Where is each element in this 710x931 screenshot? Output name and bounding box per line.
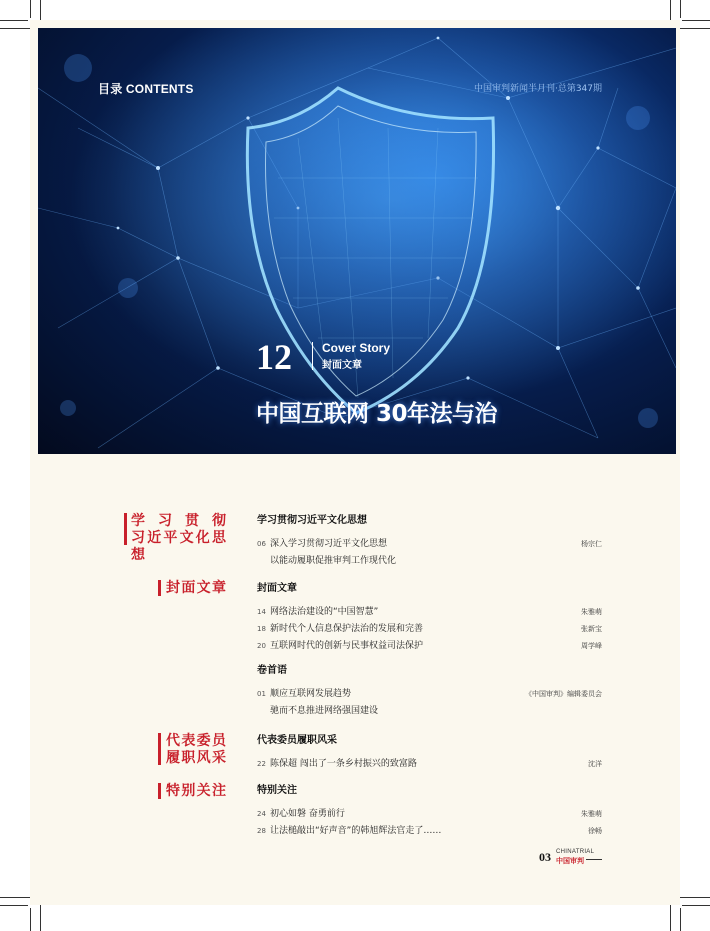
group-title: 学习贯彻习近平文化思想 (257, 515, 367, 526)
entry-title: 顺应互联网发展趋势 (270, 689, 352, 699)
entry-author: 张新宝 (581, 625, 602, 633)
toc-entry[interactable] (257, 536, 602, 553)
section-label-line: 履职风采 (166, 750, 226, 766)
crop-mark (682, 20, 710, 21)
section-label-line: 封面文章 (166, 580, 226, 596)
section-label-cover (166, 580, 226, 597)
entry-page: 24 (257, 810, 266, 818)
entry-title: 深入学习贯彻习近平文化思想 (270, 539, 388, 549)
entry-title: 以能动履职促推审判工作现代化 (270, 556, 397, 566)
toc-entry[interactable] (257, 703, 602, 720)
divider (312, 342, 313, 370)
entry-author: 朱雅萌 (581, 810, 602, 818)
page-number: 03 (539, 850, 551, 864)
toc-entry[interactable] (257, 604, 602, 621)
entry-title: 初心如磐 奋勇前行 (270, 809, 345, 819)
section-label-line: 特别关注 (166, 783, 226, 799)
entry-author: 《中国审判》编辑委员会 (525, 690, 602, 698)
entry-page: 01 (257, 690, 266, 698)
section-label-deputies (166, 733, 226, 767)
cover-story-label: Cover Story (322, 341, 391, 355)
toc-entry[interactable] (257, 806, 602, 823)
entry-title: 网络法治建设的“中国智慧” (270, 607, 379, 617)
section-label-culture (131, 513, 226, 564)
cover-page-number: 12 (256, 337, 292, 377)
crop-mark (30, 0, 31, 18)
entry-title: 驰而不息推进网络强国建设 (270, 706, 379, 716)
toc-group (257, 734, 602, 773)
toc-entry[interactable] (257, 823, 602, 840)
toc-entry[interactable] (257, 638, 602, 655)
toc-heading: 目录 CONTENTS (98, 82, 194, 96)
toc-entry[interactable] (257, 621, 602, 638)
magazine-logo-en: CHINATRIAL (556, 849, 595, 855)
magazine-logo-cn: 中国审判 (556, 857, 584, 865)
crop-mark (682, 905, 710, 906)
entry-page: 18 (257, 625, 266, 633)
crop-mark (0, 905, 28, 906)
entry-author: 徐畅 (588, 827, 602, 835)
entry-page: 20 (257, 642, 266, 650)
toc-group (257, 784, 602, 840)
group-title: 代表委员履职风采 (257, 735, 337, 746)
entry-title: 让法槌敲出“好声音”的韩旭辉法官走了…… (270, 826, 442, 836)
group-title: 卷首语 (257, 665, 287, 676)
section-label-line: 学 习 贯 彻 (131, 513, 226, 529)
entry-page: 22 (257, 760, 266, 768)
section-label-special (166, 783, 226, 800)
journal-issue: 中国审判新闻半月刊·总第347期 (473, 84, 602, 94)
crop-mark (680, 0, 681, 18)
section-label-line: 习近平文化思想 (131, 530, 226, 563)
entry-author: 周学峰 (581, 642, 602, 650)
crop-mark (0, 20, 28, 21)
cover-image (38, 28, 676, 454)
entry-title: 互联网时代的创新与民事权益司法保护 (270, 641, 424, 651)
crop-mark (30, 908, 31, 931)
group-title: 封面文章 (257, 583, 297, 594)
group-title: 特别关注 (257, 785, 297, 796)
entry-title: 新时代个人信息保护法治的发展和完善 (270, 624, 424, 634)
crop-mark (680, 908, 681, 931)
entry-page: 14 (257, 608, 266, 616)
cover-story-cn-label: 封面文章 (322, 360, 362, 371)
entry-author: 朱雅萌 (581, 608, 602, 616)
section-marker (158, 783, 161, 799)
section-marker (158, 580, 161, 596)
toc-group (257, 582, 602, 655)
toc-entry[interactable] (257, 686, 602, 703)
entry-title: 陈保超 闯出了一条乡村振兴的致富路 (270, 759, 417, 769)
entry-page: 28 (257, 827, 266, 835)
entry-author: 沈洋 (588, 760, 602, 768)
toc-group (257, 664, 602, 720)
section-marker (124, 513, 127, 545)
toc-entry[interactable] (257, 756, 602, 773)
entry-page: 06 (257, 540, 266, 548)
toc-entry[interactable] (257, 553, 602, 570)
section-label-line: 代表委员 (166, 733, 226, 749)
logo-rule (586, 859, 602, 860)
section-marker (158, 733, 161, 765)
entry-author: 杨宗仁 (581, 540, 602, 548)
cover-title: 中国互联网 30年法与治 (256, 401, 498, 427)
toc-group (257, 514, 602, 570)
